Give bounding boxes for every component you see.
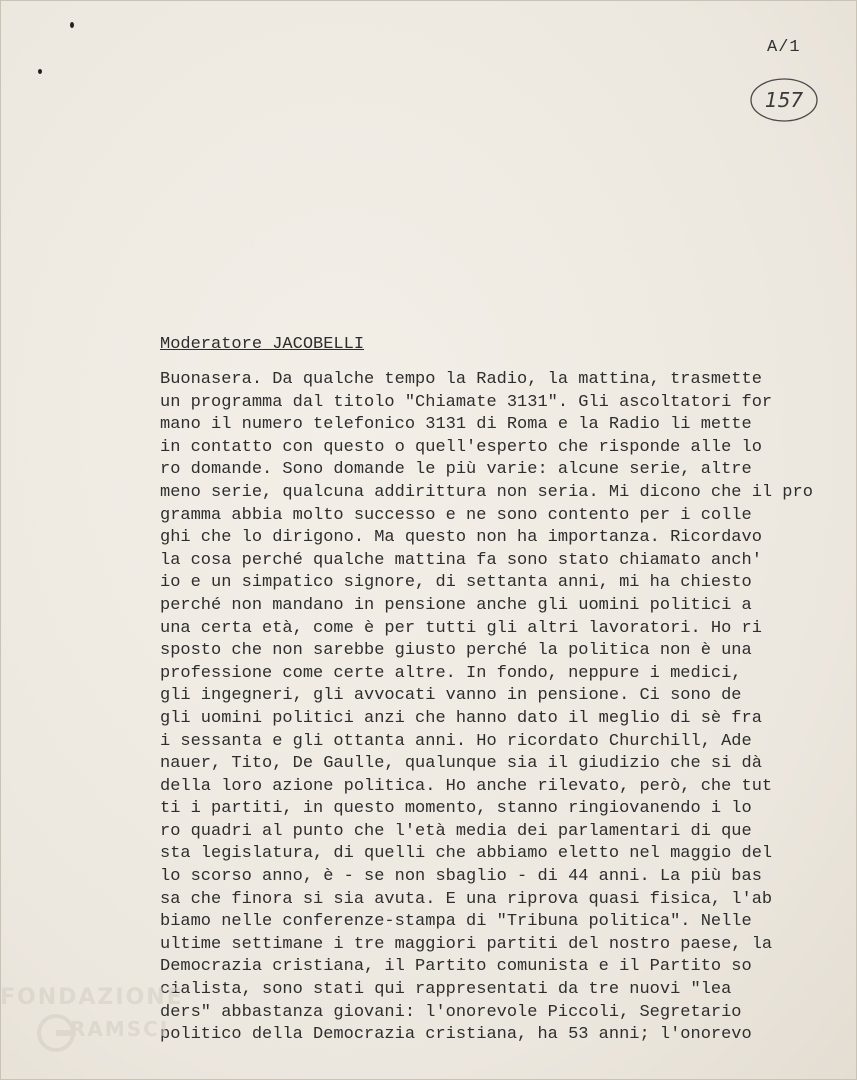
text-line: in contatto con questo o quell'esperto che risponde alle lo — [160, 437, 762, 457]
text-line: ti i partiti, in questo momento, stanno ringiovanendo i lo — [160, 799, 752, 819]
text-line: gramma abbia molto successo e ne sono contento per i colle — [160, 505, 752, 525]
text-line: ro domande. Sono domande le più varie: alcune serie, altre — [160, 460, 752, 480]
page-reference: A/1 — [767, 38, 801, 57]
transcript-body — [160, 369, 813, 1047]
text-line: biamo nelle conferenze-stampa di "Tribuna politica". Nelle — [160, 912, 752, 932]
text-line: ultime settimane i tre maggiori partiti del nostro paese, la — [160, 934, 773, 954]
text-line: sa che finora si sia avuta. E una riprova quasi fisica, l'ab — [160, 889, 773, 909]
text-line: un programma dal titolo "Chiamate 3131". Gli ascoltatori for — [160, 392, 773, 412]
text-line: mano il numero telefonico 3131 di Roma e la Radio li mette — [160, 415, 752, 435]
text-line: Democrazia cristiana, il Partito comunista e il Partito so — [160, 957, 752, 977]
text-line: della loro azione politica. Ho anche rilevato, però, che tut — [160, 776, 773, 796]
ink-speck — [38, 69, 42, 74]
text-line: Buonasera. Da qualche tempo la Radio, la mattina, trasmette — [160, 370, 762, 389]
text-line: professione come certe altre. In fondo, neppure i medici, — [160, 663, 742, 683]
text-line: lo scorso anno, è - se non sbaglio - di 44 anni. La più bas — [160, 867, 762, 887]
text-line: la cosa perché qualche mattina fa sono stato chiamato anch' — [160, 550, 762, 570]
text-line: meno serie, qualcuna addirittura non seria. Mi dicono che il pro — [160, 482, 813, 502]
text-line: una certa età, come è per tutti gli altri lavoratori. Ho ri — [160, 618, 762, 638]
watermark-line-1: FONDAZIONE — [0, 985, 184, 1010]
text-line: ders" abbastanza giovani: l'onorevole Piccoli, Segretario — [160, 1002, 742, 1022]
text-line: sposto che non sarebbe giusto perché la politica non è una — [160, 641, 752, 661]
text-line: sta legislatura, di quelli che abbiamo eletto nel maggio del — [160, 844, 773, 864]
text-line: gli ingegneri, gli avvocati vanno in pensione. Ci sono de — [160, 686, 742, 706]
text-line: io e un simpatico signore, di settanta anni, mi ha chiesto — [160, 573, 752, 593]
foundation-watermark — [0, 985, 230, 1075]
text-line: ro quadri al punto che l'età media dei parlamentari di que — [160, 821, 752, 841]
text-line: cialista, sono stati qui rappresentati da tre nuovi "lea — [160, 980, 732, 1000]
ink-speck — [70, 22, 74, 28]
text-line: gli uomini politici anzi che hanno dato il meglio di sè fra — [160, 708, 762, 728]
text-line: ghi che lo dirigono. Ma questo non ha importanza. Ricordavo — [160, 528, 762, 548]
text-line: politico della Democrazia cristiana, ha 53 anni; l'onorevo — [160, 1025, 752, 1045]
text-line: i sessanta e gli ottanta anni. Ho ricordato Churchill, Ade — [160, 731, 752, 751]
page-number-stamp — [748, 76, 820, 124]
text-line: perché non mandano in pensione anche gli uomini politici a — [160, 595, 752, 615]
text-line: nauer, Tito, De Gaulle, qualunque sia il giudizio che si dà — [160, 754, 762, 774]
speaker-heading: Moderatore JACOBELLI — [160, 335, 365, 354]
stamp-number: 157 — [764, 88, 804, 112]
watermark-line-2: RAMSCI — [70, 1017, 170, 1041]
